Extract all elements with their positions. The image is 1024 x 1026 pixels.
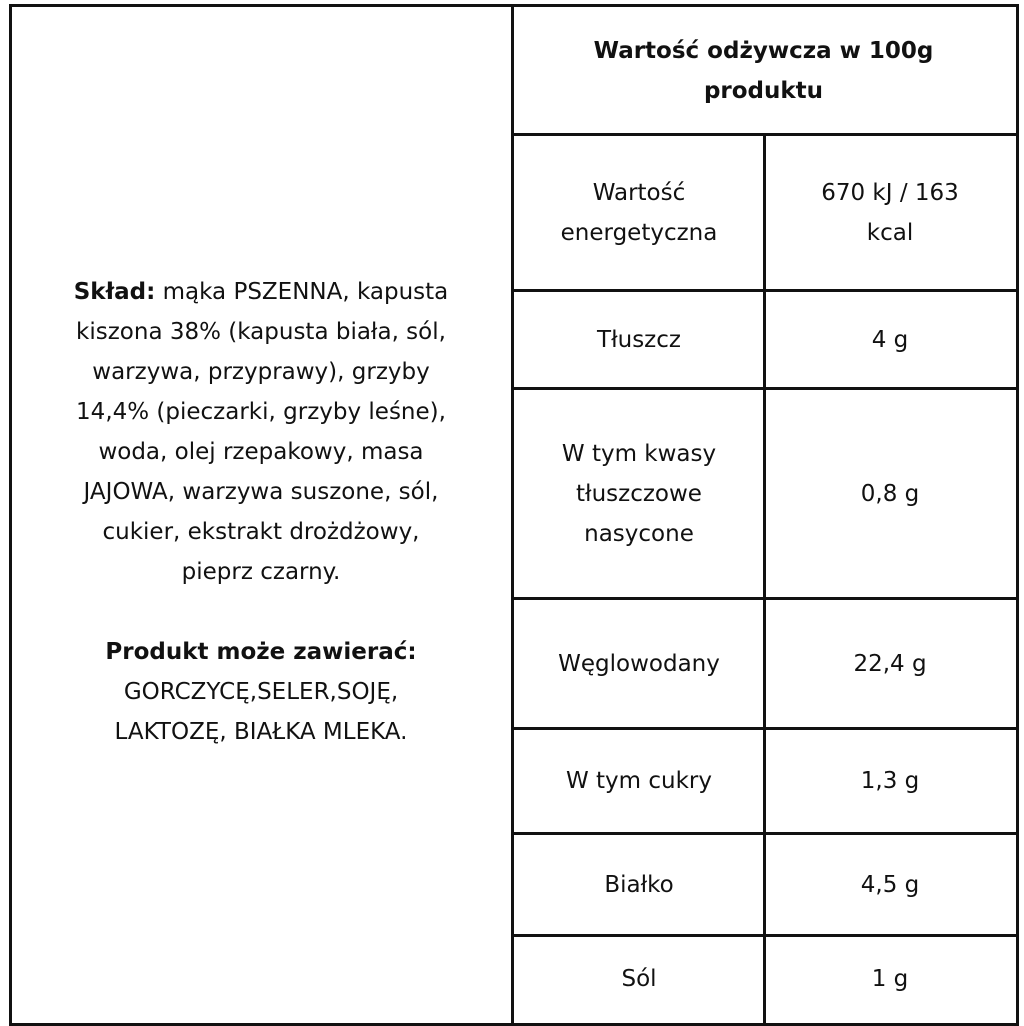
nutrient-name: W tym cukry — [565, 768, 712, 794]
composition-line: Skład: mąka PSZENNA, kapusta — [73, 279, 449, 305]
nutrient-name: W tym kwasy tłuszczowe nasycone — [561, 440, 717, 547]
composition-line: kiszona 38% (kapusta biała, sól, — [76, 319, 446, 345]
allergens-line: GORCZYCĘ,SELER,SOJĘ, — [123, 679, 399, 705]
composition-line: pieprz czarny. — [181, 559, 341, 585]
nutrient-value: 670 kJ / 163 kcal — [821, 179, 959, 246]
composition-line: cukier, ekstrakt drożdżowy, — [102, 519, 420, 545]
nutrient-name: Węglowodany — [558, 650, 720, 677]
nutrient-name: Wartość energetyczna — [560, 179, 718, 246]
nutrient-value: 1 g — [871, 965, 909, 992]
nutrient-value: 4 g — [871, 326, 909, 353]
nutrient-name: Tłuszcz — [597, 326, 681, 353]
nutrition-header: Wartość odżywcza w 100g produktu — [593, 38, 934, 104]
nutrient-value: 1,3 g — [860, 768, 920, 794]
allergens-label: Produkt może zawierać: — [105, 639, 417, 665]
composition-label: Skład: — [73, 279, 156, 305]
composition-line: JAJOWA, warzywa suszone, sól, — [83, 479, 439, 505]
allergens-line: LAKTOZĘ, BIAŁKA MLEKA. — [114, 719, 408, 745]
composition-line: warzywa, przyprawy), grzyby — [92, 359, 430, 385]
nutrient-value: 0,8 g — [860, 480, 920, 507]
nutrient-name: Białko — [604, 871, 674, 898]
nutrient-value: 4,5 g — [860, 871, 920, 898]
composition-line: woda, olej rzepakowy, masa — [98, 439, 424, 465]
nutrient-value: 22,4 g — [853, 650, 927, 677]
nutrient-name: Sól — [621, 965, 657, 992]
composition-line: 14,4% (pieczarki, grzyby leśne), — [76, 399, 446, 425]
composition-section — [12, 272, 510, 752]
